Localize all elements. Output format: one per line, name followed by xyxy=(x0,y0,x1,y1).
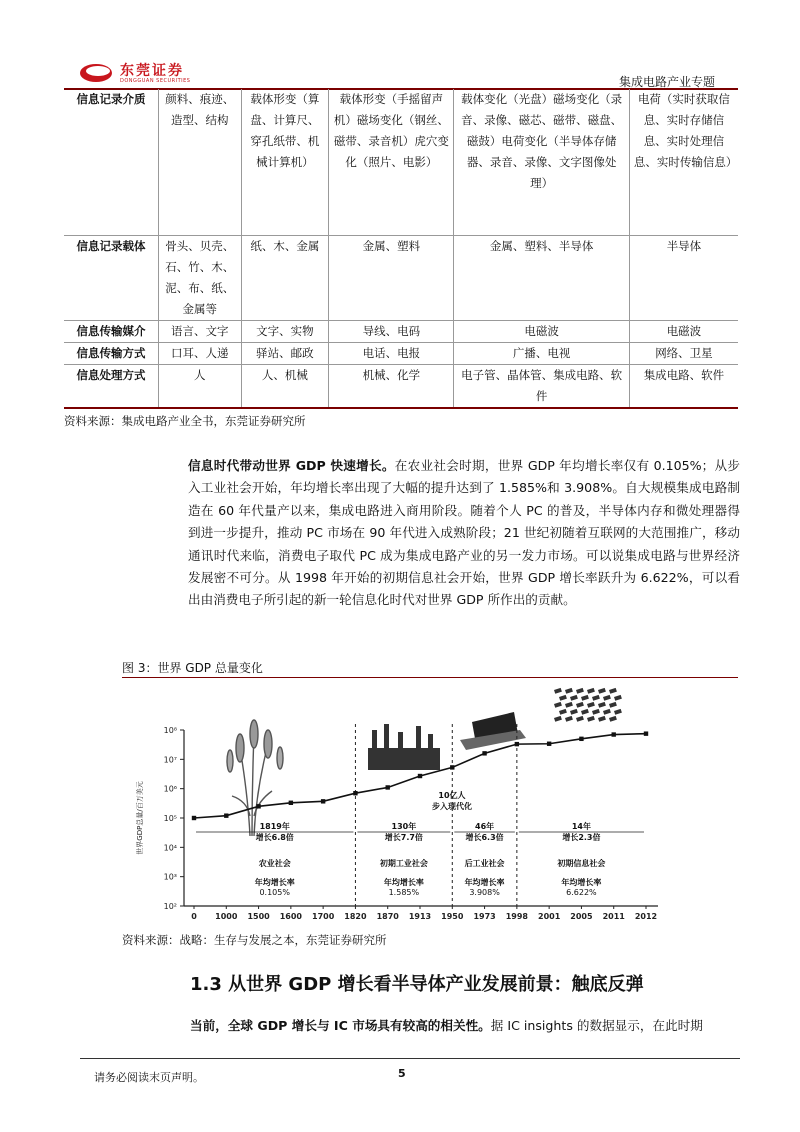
chip-icon xyxy=(609,716,617,722)
x-tick-label: 1820 xyxy=(344,912,367,921)
table-cell: 机械、化学 xyxy=(329,365,454,409)
footer-disclaimer: 请务必阅读末页声明。 xyxy=(94,1071,204,1084)
section-heading: 1.3 从世界 GDP 增长看半导体产业发展前景：触底反弹 xyxy=(190,974,644,995)
section-lead-rest: 据 IC insights 的数据显示，在此时期 xyxy=(490,1018,703,1033)
gdp-data-point xyxy=(515,742,519,746)
era-label: 增长6.3倍 xyxy=(465,833,504,842)
gdp-data-point xyxy=(256,804,260,808)
company-logo xyxy=(78,58,238,88)
table-cell: 广播、电视 xyxy=(454,343,630,365)
gdp-data-point xyxy=(386,785,390,789)
chip-icon xyxy=(592,695,600,701)
y-tick-label: 10⁷ xyxy=(163,755,177,765)
chip-icon xyxy=(570,695,578,701)
row-header: 信息传输方式 xyxy=(64,343,159,365)
chip-icon xyxy=(587,702,595,708)
y-tick-label: 10⁴ xyxy=(163,843,177,853)
x-tick-label: 1700 xyxy=(312,912,335,921)
report-topic: 集成电路产业专题 xyxy=(618,75,715,89)
era-label: 130年 xyxy=(391,822,417,831)
gdp-data-point xyxy=(612,732,616,736)
table-cell: 载体形变（算盘、计算尺、穿孔纸带、机械计算机） xyxy=(241,89,329,236)
x-tick-label: 2012 xyxy=(634,912,658,921)
body-paragraph xyxy=(188,455,740,612)
y-tick-label: 10² xyxy=(163,902,177,911)
page-number: 5 xyxy=(398,1067,406,1080)
gdp-data-point xyxy=(353,791,357,795)
chip-icon xyxy=(598,702,606,708)
x-tick-label: 1500 xyxy=(247,912,270,921)
chip-icon xyxy=(565,702,573,708)
gdp-data-point xyxy=(482,751,486,755)
era-label: 增长7.7倍 xyxy=(384,833,423,842)
y-tick-label: 10⁸ xyxy=(163,726,177,735)
figure-divider xyxy=(122,677,738,678)
x-tick-label: 0 xyxy=(191,912,197,921)
wheat-icon xyxy=(227,720,283,836)
chip-icon xyxy=(576,702,584,708)
brand-name-en: DONGGUAN SECURITIES xyxy=(120,78,191,84)
gdp-data-point xyxy=(450,765,454,769)
table-cell: 网络、卫星 xyxy=(629,343,738,365)
era-label: 3.908% xyxy=(469,888,500,897)
table-source: 资料来源：集成电路产业全书，东莞证券研究所 xyxy=(64,414,306,428)
chip-icon xyxy=(592,709,600,715)
x-tick-label: 1950 xyxy=(441,912,464,921)
table-cell: 电荷（实时获取信息、实时存储信息、实时处理信息、实时传输信息） xyxy=(629,89,738,236)
x-tick-label: 2011 xyxy=(602,912,625,921)
chip-icon xyxy=(614,709,622,715)
table-cell: 电话、电报 xyxy=(329,343,454,365)
x-tick-label: 1913 xyxy=(408,912,432,921)
table-cell: 导线、电码 xyxy=(329,321,454,343)
gdp-data-point xyxy=(547,742,551,746)
factory-icon xyxy=(368,724,440,770)
era-label: 初期工业社会 xyxy=(379,859,428,868)
chip-icon xyxy=(581,709,589,715)
chip-icon xyxy=(554,688,562,694)
chip-icon xyxy=(565,716,573,722)
y-tick-label: 10³ xyxy=(163,872,177,882)
x-tick-label: 1998 xyxy=(505,912,528,921)
logo-swoosh-icon xyxy=(78,58,118,88)
paragraph-lead: 信息时代带动世界 GDP 快速增长。 xyxy=(188,458,395,473)
gdp-data-point xyxy=(418,774,422,778)
chip-icon xyxy=(554,702,562,708)
section-lead-bold: 当前，全球 GDP 增长与 IC 市场具有较高的相关性。 xyxy=(190,1018,491,1033)
gdp-data-point xyxy=(192,816,196,820)
chip-icon xyxy=(570,709,578,715)
x-tick-label: 1973 xyxy=(473,912,496,921)
table-cell: 纸、木、金属 xyxy=(241,236,329,321)
footer-divider xyxy=(80,1058,740,1059)
era-label: 年均增长率 xyxy=(254,878,295,887)
chip-icon xyxy=(587,688,595,694)
table-cell: 电子管、晶体管、集成电路、软件 xyxy=(454,365,630,409)
figure-title: 图 3：世界 GDP 总量变化 xyxy=(122,661,263,675)
table-cell: 电磁波 xyxy=(454,321,630,343)
annotation-line-1: 10亿人 xyxy=(438,791,466,800)
table-cell: 集成电路、软件 xyxy=(629,365,738,409)
x-tick-label: 2005 xyxy=(570,912,593,921)
annotation-line-2: 步入现代化 xyxy=(432,802,472,811)
era-label: 增长6.8倍 xyxy=(255,833,294,842)
table-row xyxy=(64,343,738,365)
y-tick-label: 10⁶ xyxy=(163,784,177,794)
chip-icon xyxy=(598,716,606,722)
table-cell: 载体变化（光盘）磁场变化（录音、录像、磁芯、磁带、磁盘、磁鼓）电荷变化（半导体存储器、录音、录像、文字图像处理） xyxy=(454,89,630,236)
chip-icon xyxy=(614,695,622,701)
table-cell: 语言、文字 xyxy=(159,321,242,343)
era-label: 年均增长率 xyxy=(561,878,602,887)
chip-icon xyxy=(609,702,617,708)
era-label: 年均增长率 xyxy=(464,878,505,887)
paragraph-body: 在农业社会时期，世界 GDP 年均增长率仅有 0.105%；从步入工业社会开始，年均增长率出现了大幅的提升达到了 1.585%和 3.908%。自大规模集成电路制造在 60 年代量产以来，集成电路进入商用阶段。随着个人 PC 的普及，半导体内存和微处理器得到进一步提升，推动 PC 市场在 90 年代进入成熟阶段；21 世纪初随着互联网的大范围推广，移动通讯时代来临，消费电子取代 PC 成为集成电路产业的另一发力市场。可以说集成电路与世界经济发展密不可分。从 1998 年开始的初期信息社会开始，世界 GDP 增长率跃升为 6.622%，可以看出由消费电子所引起的新一轮信息化时代对世界 GDP 所作出的贡献。 xyxy=(188,458,740,608)
chip-icon xyxy=(587,716,595,722)
table-row xyxy=(64,89,738,236)
gdp-data-point xyxy=(289,801,293,805)
table-cell: 电磁波 xyxy=(629,321,738,343)
table-cell: 骨头、贝壳、石、竹、木、泥、布、纸、金属等 xyxy=(159,236,242,321)
era-label: 1.585% xyxy=(388,888,420,897)
era-label: 14年 xyxy=(571,822,591,831)
gdp-data-point xyxy=(224,813,228,817)
era-label: 年均增长率 xyxy=(383,878,424,887)
gdp-data-point xyxy=(321,799,325,803)
figure-source: 资料来源：战略：生存与发展之本，东莞证券研究所 xyxy=(122,933,387,947)
era-label: 初期信息社会 xyxy=(557,859,606,868)
table-row xyxy=(64,236,738,321)
chip-icon xyxy=(576,716,584,722)
section-lead xyxy=(190,1015,703,1034)
era-label: 6.622% xyxy=(566,888,597,897)
brand-name: 东莞证券 xyxy=(120,63,184,79)
era-label: 后工业社会 xyxy=(464,859,505,868)
table-cell: 颜料、痕迹、造型、结构 xyxy=(159,89,242,236)
chip-icon xyxy=(603,709,611,715)
row-header: 信息传输媒介 xyxy=(64,321,159,343)
row-header: 信息处理方式 xyxy=(64,365,159,409)
table-cell: 金属、塑料 xyxy=(329,236,454,321)
table-row xyxy=(64,365,738,409)
row-header: 信息记录介质 xyxy=(64,89,159,236)
chip-cluster-icon xyxy=(554,688,622,722)
chip-icon xyxy=(559,709,567,715)
x-tick-label: 1000 xyxy=(215,912,238,921)
table-cell: 载体形变（手摇留声机）磁场变化（钢丝、磁带、录音机）虎穴变化（照片、电影） xyxy=(329,89,454,236)
table-cell: 文字、实物 xyxy=(241,321,329,343)
chip-icon xyxy=(554,716,562,722)
era-label: 1819年 xyxy=(259,822,290,831)
x-tick-label: 1600 xyxy=(279,912,302,921)
gdp-data-point xyxy=(644,731,648,735)
table-cell: 人、机械 xyxy=(241,365,329,409)
era-label: 增长2.3倍 xyxy=(562,833,601,842)
row-header: 信息记录载体 xyxy=(64,236,159,321)
chip-icon xyxy=(565,688,573,694)
x-tick-label: 1870 xyxy=(376,912,399,921)
table-row xyxy=(64,321,738,343)
chip-icon xyxy=(581,695,589,701)
table-cell: 人 xyxy=(159,365,242,409)
era-label: 46年 xyxy=(475,822,495,831)
info-era-table xyxy=(64,89,738,409)
era-label: 农业社会 xyxy=(258,859,291,868)
y-axis-label: 世界GDP总量/百万美元 xyxy=(136,781,144,855)
x-tick-label: 2001 xyxy=(538,912,561,921)
table-cell: 驿站、邮政 xyxy=(241,343,329,365)
chip-icon xyxy=(598,688,606,694)
table-cell: 半导体 xyxy=(629,236,738,321)
table-cell: 金属、塑料、半导体 xyxy=(454,236,630,321)
table-cell: 口耳、人递 xyxy=(159,343,242,365)
era-label: 0.105% xyxy=(259,888,290,897)
chip-icon xyxy=(603,695,611,701)
gdp-data-point xyxy=(579,737,583,741)
chip-icon xyxy=(609,688,617,694)
gdp-chart xyxy=(122,686,682,928)
chip-icon xyxy=(559,695,567,701)
y-tick-label: 10⁵ xyxy=(163,814,177,823)
chip-icon xyxy=(576,688,584,694)
